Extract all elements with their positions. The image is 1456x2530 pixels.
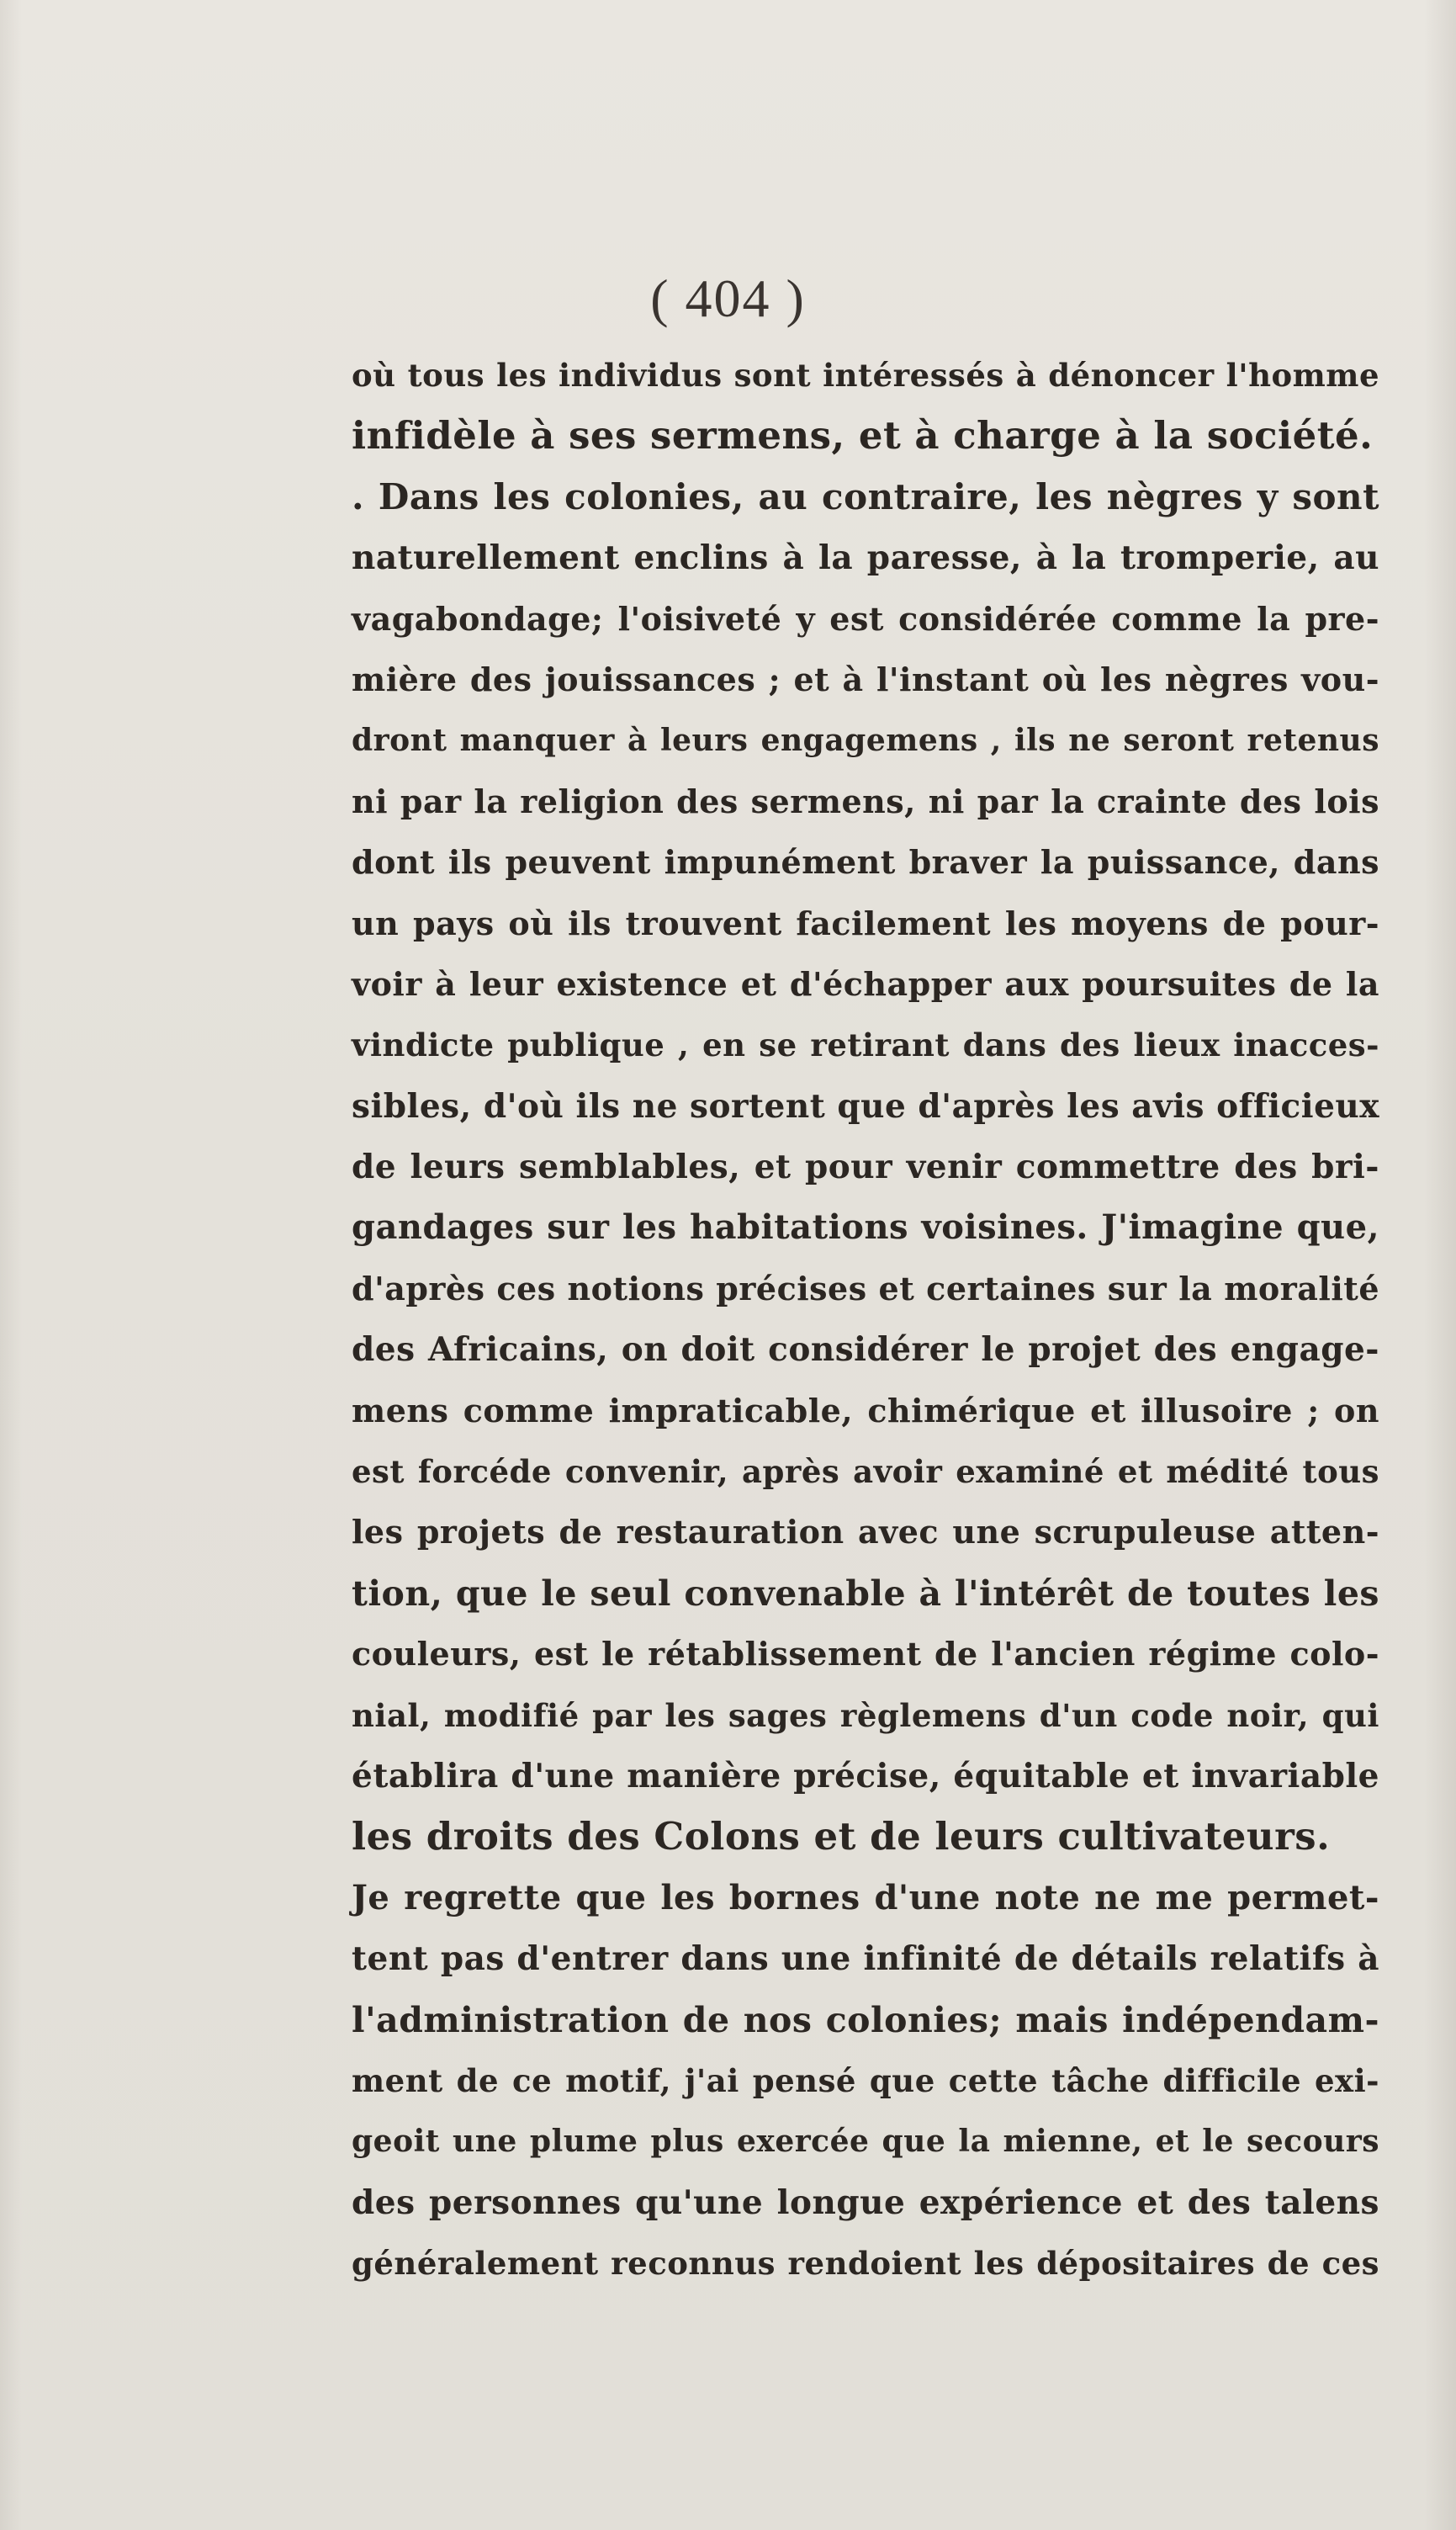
text-line: . Dans les colonies, au contraire, les nègres y sont — [352, 475, 1379, 517]
text-line: tion, que le seul convenable à l'intérêt de toutes les — [352, 1573, 1379, 1614]
body-text — [352, 345, 1379, 2294]
text-line: gandages sur les habitations voisines. J'imagine que, — [352, 1207, 1379, 1248]
page-right-shadow — [1424, 0, 1456, 2530]
text-line: généralement reconnus rendoient les dépositaires de ces — [352, 2245, 1379, 2283]
text-line: naturellement enclins à la paresse, à la tromperie, au — [352, 538, 1379, 578]
text-line: établira d'une manière précise, équitable et invariable — [352, 1756, 1379, 1795]
text-line: tent pas d'entrer dans une infinité de détails relatifs à — [352, 1939, 1379, 1979]
text-line: des Africains, on doit considérer le projet des engage- — [352, 1330, 1379, 1370]
text-line: nial, modifié par les sages règlemens d'un code noir, qui — [352, 1696, 1379, 1734]
text-line: les projets de restauration avec une scrupuleuse atten- — [352, 1513, 1379, 1551]
text-line: ment de ce motif, j'ai pensé que cette tâche difficile exi- — [352, 2061, 1379, 2099]
text-line: voir à leur existence et d'échapper aux poursuites de la — [352, 964, 1379, 1003]
page-number: ( 404 ) — [650, 268, 806, 328]
text-line: infidèle à ses sermens, et à charge à la société. — [352, 413, 1374, 459]
text-line: dront manquer à leurs engagemens , ils ne seront retenus — [352, 723, 1379, 759]
text-line: dont ils peuvent impunément braver la puissance, dans — [352, 843, 1379, 882]
page-left-shadow — [0, 0, 22, 2530]
text-line: sibles, d'où ils ne sortent que d'après les avis officieux — [352, 1086, 1379, 1126]
text-line: vindicte publique , en se retirant dans des lieux inacces- — [352, 1026, 1379, 1064]
text-line: ni par la religion des sermens, ni par la crainte des lois — [352, 782, 1379, 820]
text-line: de leurs semblables, et pour venir commettre des bri- — [352, 1148, 1379, 1187]
text-line: d'après ces notions précises et certaines sur la moralité — [352, 1269, 1379, 1307]
text-line: mière des jouissances ; et à l'instant où les nègres vou- — [352, 660, 1379, 698]
text-line: des personnes qu'une longue expérience et des talens — [352, 2183, 1379, 2222]
text-line: où tous les individus sont intéressés à dénoncer l'homme — [352, 357, 1379, 394]
text-line: vagabondage; l'oisiveté y est considérée comme la pre- — [352, 599, 1379, 638]
text-line: geoit une plume plus exercée que la mienne, et le secours — [352, 2124, 1379, 2160]
text-line: Je regrette que les bornes d'une note ne me permet- — [352, 1877, 1379, 1917]
text-line: l'administration de nos colonies; mais indépendam- — [352, 1999, 1379, 2040]
text-line: couleurs, est le rétablissement de l'ancien régime colo- — [352, 1635, 1379, 1673]
text-line: un pays où ils trouvent facilement les moyens de pour- — [352, 904, 1379, 942]
text-line: est forcéde convenir, après avoir examiné et médité tous — [352, 1453, 1379, 1491]
text-line: les droits des Colons et de leurs cultivateurs. — [352, 1814, 1331, 1859]
text-line: mens comme impraticable, chimérique et illusoire ; on — [352, 1391, 1379, 1429]
